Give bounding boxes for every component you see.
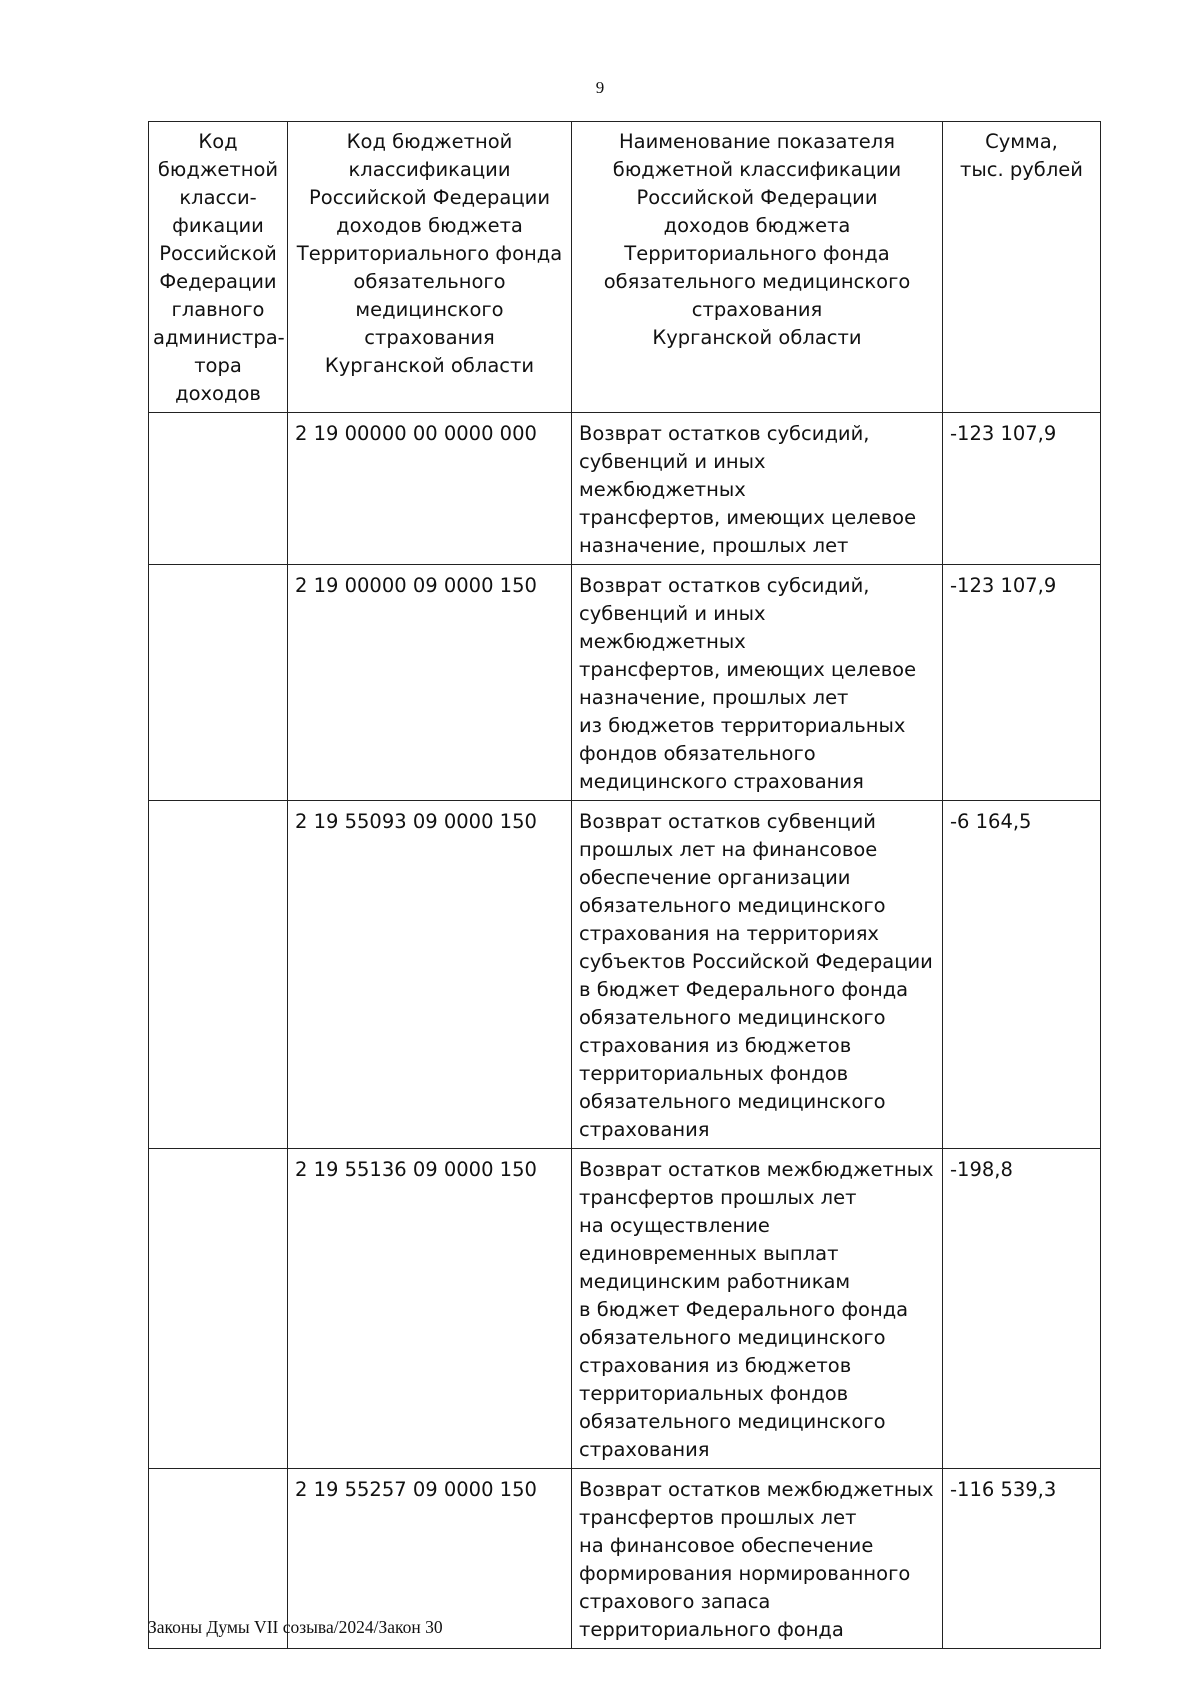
header-indicator-name: Наименование показателя бюджетной классификации Российской Федерации доходов бюджета Территориального фонда обязательного медицинского страхования Курганской области (572, 122, 943, 413)
admin-code-cell (149, 413, 288, 565)
header-amount: Сумма, тыс. рублей (943, 122, 1101, 413)
admin-code-cell (149, 1149, 288, 1469)
budget-code-cell: 2 19 55136 09 0000 150 (288, 1149, 572, 1469)
header-admin-code: Код бюджетной класси- фикации Российской Федерации главного администра- тора доходов (149, 122, 288, 413)
admin-code-cell (149, 801, 288, 1149)
budget-code-cell: 2 19 00000 09 0000 150 (288, 565, 572, 801)
amount-cell: -116 539,3 (943, 1469, 1101, 1649)
table-row (149, 1149, 1101, 1469)
admin-code-cell (149, 565, 288, 801)
indicator-name-cell: Возврат остатков субвенций прошлых лет на финансовое обеспечение организации обязательного медицинского страхования на территориях субъектов Российской Федерации в бюджет Федерального фонда обязательного медицинского страхования из бюджетов территориальных фондов обязательного медицинского страхования (572, 801, 943, 1149)
budget-table (148, 121, 1101, 1649)
table-row (149, 801, 1101, 1149)
indicator-name-cell: Возврат остатков субсидий, субвенций и иных межбюджетных трансфертов, имеющих целевое назначение, прошлых лет (572, 413, 943, 565)
amount-cell: -6 164,5 (943, 801, 1101, 1149)
document-footer: Законы Думы VII созыва/2024/Закон 30 (148, 1617, 443, 1637)
table-row (149, 413, 1101, 565)
amount-cell: -198,8 (943, 1149, 1101, 1469)
table-header-row (149, 122, 1101, 413)
budget-code-cell: 2 19 55093 09 0000 150 (288, 801, 572, 1149)
page-number: 9 (595, 78, 605, 97)
indicator-name-cell: Возврат остатков межбюджетных трансфертов прошлых лет на финансовое обеспечение формирования нормированного страхового запаса территориального фонда (572, 1469, 943, 1649)
header-budget-code: Код бюджетной классификации Российской Федерации доходов бюджета Территориального фонда обязательного медицинского страхования Курганской области (288, 122, 572, 413)
budget-code-cell: 2 19 00000 00 0000 000 (288, 413, 572, 565)
indicator-name-cell: Возврат остатков субсидий, субвенций и иных межбюджетных трансфертов, имеющих целевое назначение, прошлых лет из бюджетов территориальных фондов обязательного медицинского страхования (572, 565, 943, 801)
table-row (149, 565, 1101, 801)
indicator-name-cell: Возврат остатков межбюджетных трансфертов прошлых лет на осуществление единовременных выплат медицинским работникам в бюджет Федерального фонда обязательного медицинского страхования из бюджетов территориальных фондов обязательного медицинского страхования (572, 1149, 943, 1469)
amount-cell: -123 107,9 (943, 413, 1101, 565)
budget-code-cell: 2 19 55257 09 0000 150 (288, 1469, 572, 1649)
amount-cell: -123 107,9 (943, 565, 1101, 801)
